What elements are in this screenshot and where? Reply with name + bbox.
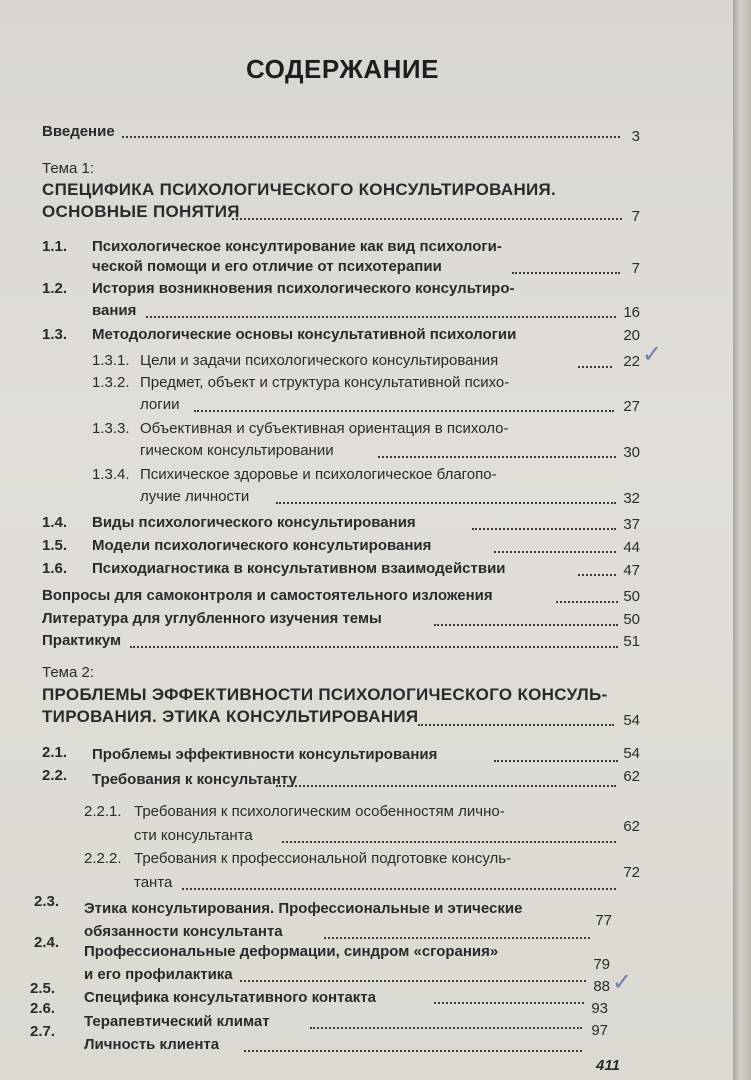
toc-entry-line: гическом консультировании [140, 442, 334, 459]
toc-page: 20 [623, 327, 640, 344]
toc-entry-line: Практикум [42, 632, 122, 649]
toc-page: 88 [593, 978, 610, 995]
toc-leader [276, 502, 616, 504]
toc-leader [310, 1027, 582, 1029]
toc-entry-line: обязанности консультанта [84, 923, 283, 940]
topic-label: Тема 2: [42, 664, 94, 681]
toc-entry-line: Виды психологического консультирования [92, 514, 416, 531]
toc-entry-line: Профессиональные деформации, синдром «сгорания» [84, 943, 499, 960]
toc-number: 1.3.2. [92, 374, 130, 391]
toc-leader [324, 937, 590, 939]
toc-page: 50 [623, 611, 640, 628]
toc-leader [130, 646, 618, 648]
toc-number: 2.2. [42, 767, 68, 784]
toc-number: 2.3. [34, 893, 60, 910]
toc-entry-line: Проблемы эффективности консультирования [92, 746, 438, 763]
toc-leader [378, 456, 616, 458]
toc-entry-line: История возникновения психологического консультиро- [92, 280, 515, 297]
toc-entry-line: вания [92, 302, 137, 319]
toc-leader [276, 785, 616, 787]
toc-number: 2.2.2. [84, 850, 122, 867]
toc-number: 1.4. [42, 514, 68, 531]
toc-leader [146, 316, 616, 318]
topic-title-line: ОСНОВНЫЕ ПОНЯТИЯ [42, 202, 240, 221]
topic-label: Тема 1: [42, 160, 94, 177]
toc-leader [182, 888, 616, 890]
topic-title-line: ТИРОВАНИЯ. ЭТИКА КОНСУЛЬТИРОВАНИЯ [42, 707, 419, 726]
toc-page: 16 [623, 304, 640, 321]
toc-page: 62 [623, 768, 640, 785]
toc-page: 54 [623, 712, 640, 729]
toc-page: 22 [623, 353, 640, 370]
toc-page: 77 [595, 912, 612, 929]
toc-entry-line: Модели психологического консультирования [92, 537, 432, 554]
toc-leader [282, 841, 616, 843]
toc-entry-line: и его профилактика [84, 966, 233, 983]
toc-entry-line: Психологическое консултирование как вид психологи- [92, 238, 502, 255]
toc-entry-line: ческой помощи и его отличие от психотерапии [92, 258, 442, 275]
toc-leader [240, 980, 586, 982]
page-number: 411 [596, 1057, 620, 1074]
toc-page: 51 [623, 633, 640, 650]
toc-entry-line: Требования к профессиональной подготовке консуль- [134, 850, 512, 867]
toc-entry-line: Психодиагностика в консультативном взаимодействии [92, 560, 506, 577]
page-title: СОДЕРЖАНИЕ [246, 54, 439, 84]
toc-number: 1.3.3. [92, 420, 130, 437]
toc-page: 44 [623, 539, 640, 556]
toc-entry-line: Цели и задачи психологического консультирования [140, 352, 499, 369]
toc-number: 1.3.4. [92, 466, 130, 483]
topic-title-line: СПЕЦИФИКА ПСИХОЛОГИЧЕСКОГО КОНСУЛЬТИРОВАНИЯ. [42, 180, 557, 199]
toc-page: 97 [591, 1022, 608, 1039]
toc-number: 1.2. [42, 280, 68, 297]
toc-entry-line: Методологические основы консультативной психологии [92, 326, 517, 343]
toc-page: 3 [631, 128, 640, 145]
toc-entry-line: Объективная и субъективная ориентация в психоло- [140, 420, 509, 437]
check-mark-icon: ✓ [642, 340, 663, 368]
toc-page: 72 [623, 864, 640, 881]
toc-leader [194, 410, 614, 412]
toc-entry-line: Требования к психологическим особенностям лично- [134, 803, 505, 820]
toc-number: 2.6. [30, 1000, 56, 1017]
toc-number: 1.3. [42, 326, 68, 343]
toc-number: 2.5. [30, 980, 56, 997]
toc-entry-intro: Введение [42, 123, 115, 140]
toc-entry-line: логии [140, 396, 180, 413]
toc-page: 93 [591, 1000, 608, 1017]
toc-leader [122, 136, 620, 138]
topic-title-line: ПРОБЛЕМЫ ЭФФЕКТИВНОСТИ ПСИХОЛОГИЧЕСКОГО КОНСУЛЬ- [42, 685, 608, 704]
toc-leader [244, 1050, 582, 1052]
toc-entry-line: сти консультанта [134, 827, 253, 844]
toc-page: 50 [623, 588, 640, 605]
toc-entry-line: Требования к консультанту [92, 771, 297, 788]
toc-number: 2.4. [34, 934, 60, 951]
toc-entry-line: Личность клиента [84, 1036, 220, 1053]
toc-entry-line: Психическое здоровье и психологическое благопо- [140, 466, 497, 483]
toc-entry-line: Терапевтический климат [84, 1013, 270, 1030]
toc-page: 7 [631, 208, 640, 225]
toc-number: 2.2.1. [84, 803, 122, 820]
toc-entry-line: Этика консультирования. Профессиональные и этические [84, 900, 523, 917]
toc-page: 37 [623, 516, 640, 533]
toc-entry-line: Специфика консультативного контакта [84, 989, 376, 1006]
book-page-edge [733, 0, 751, 1080]
toc-number: 2.1. [42, 744, 68, 761]
toc-page: 79 [593, 956, 610, 973]
toc-number: 1.6. [42, 560, 68, 577]
toc-leader [232, 218, 622, 220]
toc-page: 30 [623, 444, 640, 461]
toc-page: 32 [623, 490, 640, 507]
toc-page: 7 [631, 260, 640, 277]
toc-entry-line: Вопросы для самоконтроля и самостоятельного изложения [42, 587, 493, 604]
toc-page: 54 [623, 745, 640, 762]
toc-entry-line: танта [134, 874, 173, 891]
toc-leader [418, 724, 614, 726]
toc-entry-line: лучие личности [140, 488, 250, 505]
toc-page: 27 [623, 398, 640, 415]
toc-number: 2.7. [30, 1023, 56, 1040]
toc-number: 1.5. [42, 537, 68, 554]
toc-entry-line: Литература для углубленного изучения темы [42, 610, 382, 627]
toc-page: 47 [623, 562, 640, 579]
toc-entry-line: Предмет, объект и структура консультативной психо- [140, 374, 510, 391]
toc-number: 1.3.1. [92, 352, 130, 369]
check-mark-icon: ✓ [612, 968, 633, 996]
toc-page: 62 [623, 818, 640, 835]
toc-number: 1.1. [42, 238, 68, 255]
